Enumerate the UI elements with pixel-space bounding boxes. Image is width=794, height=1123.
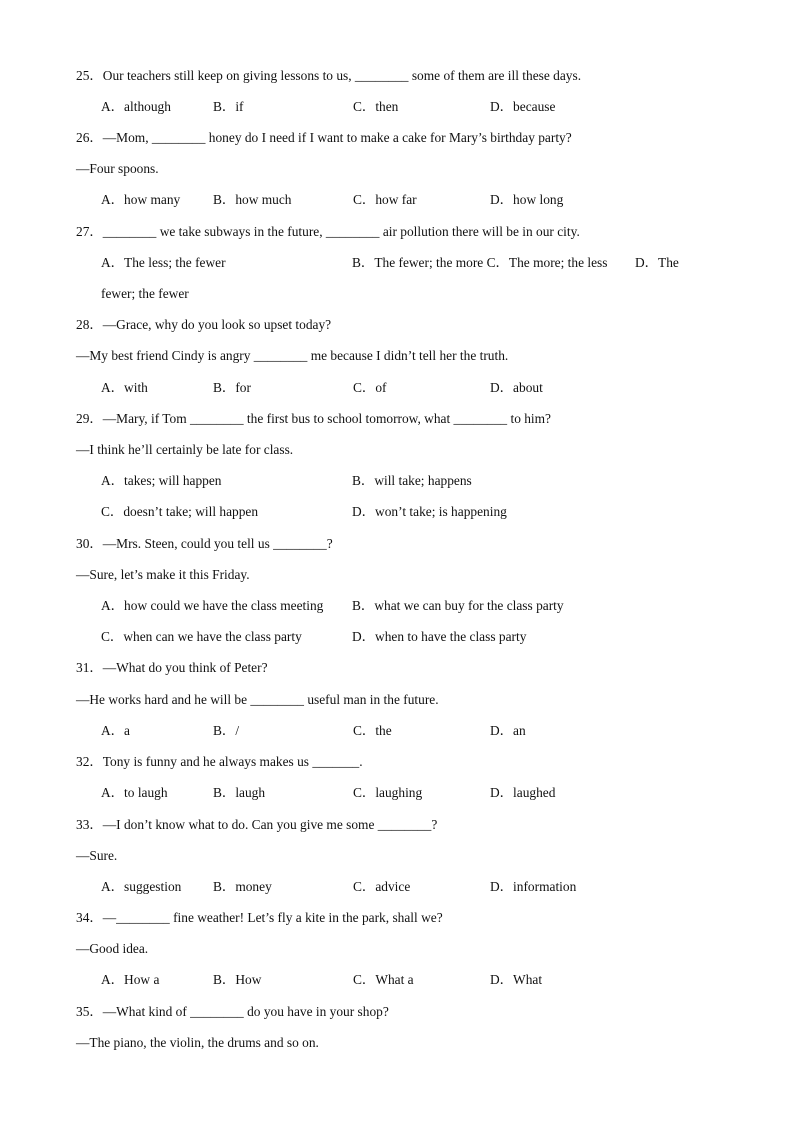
q28-option-c[interactable]: C．of: [353, 380, 387, 395]
question-33-reply: —Sure.: [76, 848, 118, 863]
q30-option-b[interactable]: B．what we can buy for the class party: [352, 598, 564, 613]
q32-option-a[interactable]: A．to laugh: [101, 785, 168, 800]
question-28-stem: 28．—Grace, why do you look so upset today?: [76, 317, 332, 332]
q31-option-b[interactable]: B．/: [213, 723, 240, 738]
q28-option-a[interactable]: A．with: [101, 380, 148, 395]
question-33-stem: 33．—I don’t know what to do. Can you give me some ________?: [76, 817, 438, 832]
q27-option-d[interactable]: D．The: [635, 255, 679, 270]
question-34-reply: —Good idea.: [76, 941, 149, 956]
question-30-reply: —Sure, let’s make it this Friday.: [76, 567, 250, 582]
question-31-reply: —He works hard and he will be ________ useful man in the future.: [76, 692, 439, 707]
q29-option-b[interactable]: B．will take; happens: [352, 473, 472, 488]
q25-option-d[interactable]: D．because: [490, 99, 556, 114]
q28-option-b[interactable]: B．for: [213, 380, 251, 395]
q26-option-d[interactable]: D．how long: [490, 192, 564, 207]
question-35-stem: 35．—What kind of ________ do you have in your shop?: [76, 1004, 389, 1019]
q26-option-a[interactable]: A．how many: [101, 192, 181, 207]
q33-option-c[interactable]: C．advice: [353, 879, 411, 894]
q25-option-c[interactable]: C．then: [353, 99, 399, 114]
q27-option-d-cont[interactable]: fewer; the fewer: [101, 286, 189, 301]
question-26-stem: 26．—Mom, ________ honey do I need if I want to make a cake for Mary’s birthday party?: [76, 130, 572, 145]
question-28-reply: —My best friend Cindy is angry ________ me because I didn’t tell her the truth.: [76, 348, 509, 363]
question-34-stem: 34．—________ fine weather! Let’s fly a kite in the park, shall we?: [76, 910, 443, 925]
question-35-reply: —The piano, the violin, the drums and so on.: [76, 1035, 319, 1050]
question-29-stem: 29．—Mary, if Tom ________ the first bus to school tomorrow, what ________ to him?: [76, 411, 552, 426]
q27-option-a[interactable]: A．The less; the fewer: [101, 255, 226, 270]
q25-option-a[interactable]: A．although: [101, 99, 171, 114]
q33-option-d[interactable]: D．information: [490, 879, 577, 894]
q32-option-c[interactable]: C．laughing: [353, 785, 423, 800]
q25-option-b[interactable]: B．if: [213, 99, 244, 114]
q34-option-a[interactable]: A．How a: [101, 972, 160, 987]
q29-option-a[interactable]: A．takes; will happen: [101, 473, 222, 488]
q27-option-b-c[interactable]: B．The fewer; the more C．The more; the less: [352, 255, 608, 270]
q28-option-d[interactable]: D．about: [490, 380, 543, 395]
q32-option-b[interactable]: B．laugh: [213, 785, 266, 800]
q29-option-d[interactable]: D．won’t take; is happening: [352, 504, 507, 519]
question-31-stem: 31．—What do you think of Peter?: [76, 660, 268, 675]
q32-option-d[interactable]: D．laughed: [490, 785, 556, 800]
question-29-reply: —I think he’ll certainly be late for class.: [76, 442, 294, 457]
q26-option-b[interactable]: B．how much: [213, 192, 292, 207]
q31-option-c[interactable]: C．the: [353, 723, 392, 738]
q33-option-b[interactable]: B．money: [213, 879, 272, 894]
q31-option-a[interactable]: A．a: [101, 723, 131, 738]
question-26-reply: —Four spoons.: [76, 161, 159, 176]
q30-option-d[interactable]: D．when to have the class party: [352, 629, 527, 644]
q29-option-c[interactable]: C．doesn’t take; will happen: [101, 504, 259, 519]
question-30-stem: 30．—Mrs. Steen, could you tell us ________?: [76, 536, 333, 551]
q30-option-c[interactable]: C．when can we have the class party: [101, 629, 302, 644]
q31-option-d[interactable]: D．an: [490, 723, 526, 738]
q34-option-c[interactable]: C．What a: [353, 972, 414, 987]
q26-option-c[interactable]: C．how far: [353, 192, 417, 207]
q34-option-d[interactable]: D．What: [490, 972, 543, 987]
question-32-stem: 32．Tony is funny and he always makes us _______.: [76, 754, 363, 769]
question-27-stem: 27．________ we take subways in the future, ________ air pollution there will be in our city.: [76, 224, 580, 239]
q33-option-a[interactable]: A．suggestion: [101, 879, 182, 894]
q34-option-b[interactable]: B．How: [213, 972, 262, 987]
q30-option-a[interactable]: A．how could we have the class meeting: [101, 598, 324, 613]
question-25-stem: 25．Our teachers still keep on giving lessons to us, ________ some of them are ill these days.: [76, 68, 582, 83]
